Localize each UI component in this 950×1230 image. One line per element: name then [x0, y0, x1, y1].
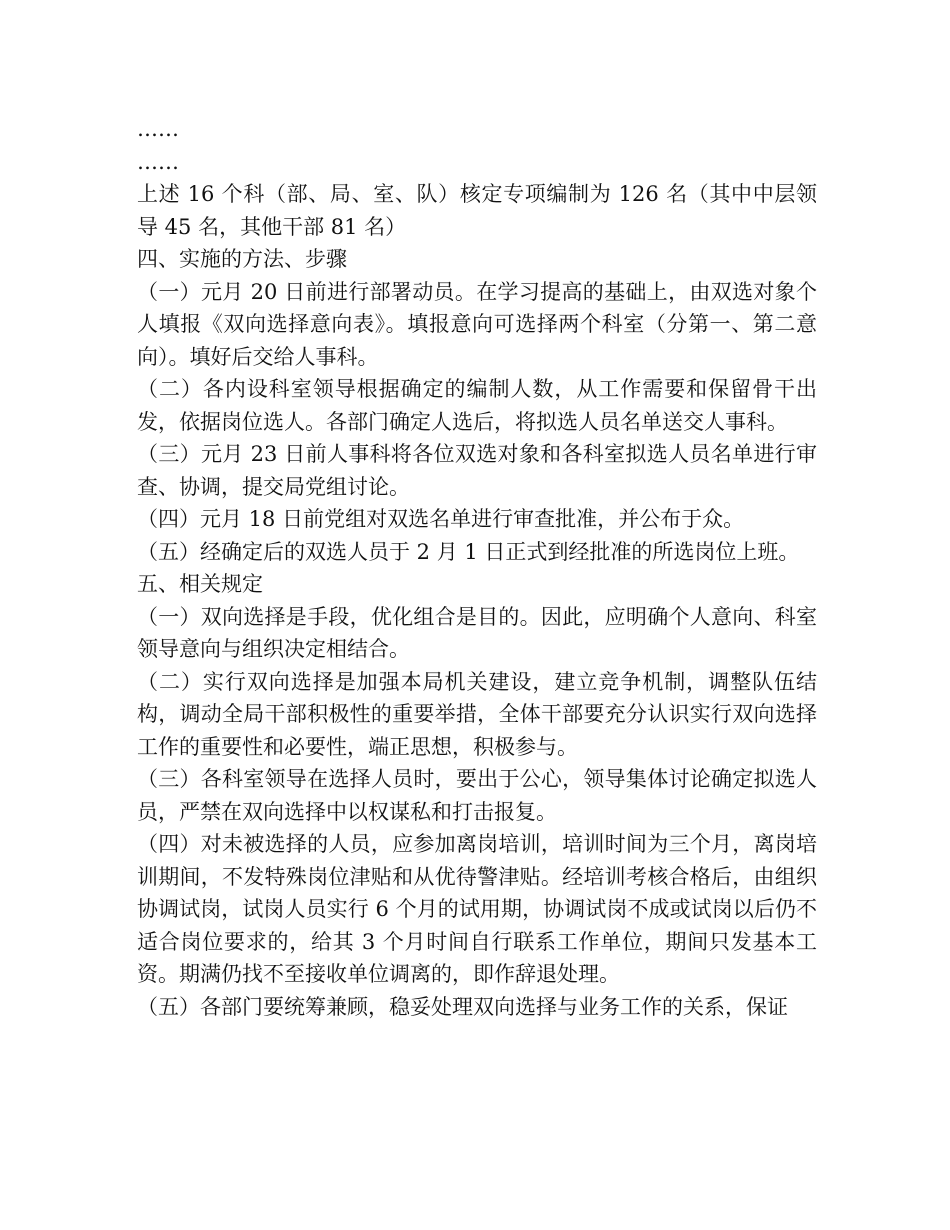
step-5: （五）经确定后的双选人员于 2 月 1 日正式到经批准的所选岗位上班。	[137, 539, 800, 564]
section-heading-5: 五、相关规定	[137, 572, 263, 596]
document-body	[137, 113, 817, 1023]
staffing-summary: 上述 16 个科（部、局、室、队）核定专项编制为 126 名（其中中层领导 45 名，其他干部 81 名）	[137, 182, 817, 239]
step-4: （四）元月 18 日前党组对双选名单进行审查批准，并公布于众。	[137, 507, 745, 531]
section-heading-4: 四、实施的方法、步骤	[137, 247, 347, 271]
rule-4: （四）对未被选择的人员，应参加离岗培训，培训时间为三个月，离岗培训期间，不发特殊岗位津贴和从优待警津贴。经培训考核合格后，由组织协调试岗，试岗人员实行 6 个月的试用期，协调试岗不成或试岗以后仍不适合岗位要求的，给其 3 个月时间自行联系工作单位，期间只发基本工资。期满仍找不至接收单位调离的，即作辞退处理。	[137, 832, 817, 986]
rule-1: （一）双向选择是手段，优化组合是目的。因此，应明确个人意向、科室领导意向与组织决定相结合。	[137, 604, 817, 661]
ellipsis-line-2: ……	[137, 149, 179, 174]
step-3: （三）元月 23 日前人事科将各位双选对象和各科室拟选人员名单进行审查、协调，提交局党组讨论。	[137, 442, 817, 499]
rule-5: （五）各部门要统筹兼顾，稳妥处理双向选择与业务工作的关系，保证	[137, 994, 788, 1019]
rule-2: （二）实行双向选择是加强本局机关建设，建立竞争机制，调整队伍结构，调动全局干部积极性的重要举措，全体干部要充分认识实行双向选择工作的重要性和必要性，端正思想，积极参与。	[137, 669, 817, 759]
step-2: （二）各内设科室领导根据确定的编制人数，从工作需要和保留骨干出发，依据岗位选人。各部门确定人选后，将拟选人员名单送交人事科。	[137, 377, 817, 434]
step-1: （一）元月 20 日前进行部署动员。在学习提高的基础上，由双选对象个人填报《双向选择意向表》。填报意向可选择两个科室（分第一、第二意向）。填好后交给人事科。	[137, 279, 817, 369]
rule-3: （三）各科室领导在选择人员时，要出于公心，领导集体讨论确定拟选人员，严禁在双向选择中以权谋私和打击报复。	[137, 767, 817, 824]
ellipsis-line-1: ……	[137, 117, 179, 141]
